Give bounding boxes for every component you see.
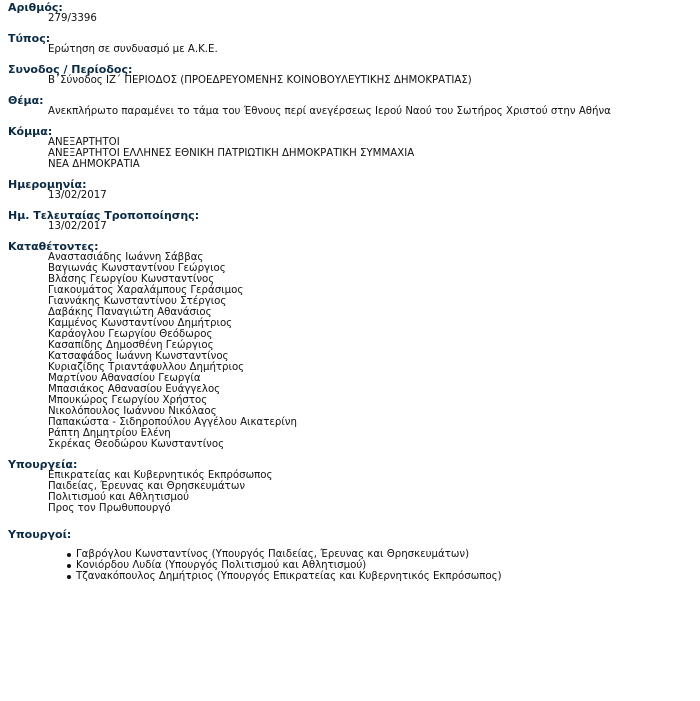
submitter-item: Νικολόπουλος Ιωάννου Νικόλαος	[48, 406, 217, 417]
submitter-item: Παπακώστα - Σιδηροπούλου Αγγέλου Αικατερίνη	[48, 417, 297, 428]
field-number	[8, 2, 700, 24]
ministry-item: Παιδείας, Έρευνας και Θρησκευμάτων	[48, 481, 246, 492]
submitter-item: Καράογλου Γεωργίου Θεόδωρος	[48, 329, 213, 340]
field-type	[8, 33, 700, 55]
party-item: ΑΝΕΞΑΡΤΗΤΟΙ ΕΛΛΗΝΕΣ ΕΘΝΙΚΗ ΠΑΤΡΙΩΤΙΚΗ ΔΗΜΟΚΡΑΤΙΚΗ ΣΥΜΜΑΧΙΑ	[48, 148, 415, 159]
minister-item: Γαβρόγλου Κωνσταντίνος (Υπουργός Παιδείας, Έρευνας και Θρησκευμάτων)	[76, 549, 700, 560]
submitter-item: Κατσαφάδος Ιωάννη Κωνσταντίνος	[48, 351, 229, 362]
submitter-item: Δαβάκης Παναγιώτη Αθανάσιος	[48, 307, 212, 318]
field-party	[8, 126, 700, 170]
subject-label: Θέμα:	[8, 94, 44, 107]
submitters-label: Καταθέτοντες:	[8, 240, 99, 253]
field-date	[8, 179, 700, 201]
type-label: Τύπος:	[8, 32, 51, 45]
submitter-item: Αναστασιάδης Ιωάννη Σάββας	[48, 252, 204, 263]
last-modified-value: 13/02/2017	[48, 221, 107, 232]
party-list	[8, 137, 700, 170]
ministry-item: Πολιτισμού και Αθλητισμού	[48, 492, 189, 503]
submitter-item: Βαγιωνάς Κωνσταντίνου Γεώργιος	[48, 263, 226, 274]
field-submitters	[8, 241, 700, 450]
ministries-list	[8, 470, 700, 514]
submitter-item: Ράπτη Δημητρίου Ελένη	[48, 428, 171, 439]
session-value: Β΄Σύνοδος ΙΖ΄ ΠΕΡΙΟΔΟΣ (ΠΡΟΕΔΡΕΥΟΜΕΝΗΣ ΚΟΙΝΟΒΟΥΛΕΥΤΙΚΗΣ ΔΗΜΟΚΡΑΤΙΑΣ)	[48, 75, 472, 86]
number-label: Αριθμός:	[8, 1, 63, 14]
submitter-item: Κασαπίδης Δημοσθένη Γεώργιος	[48, 340, 214, 351]
last-modified-label: Ημ. Τελευταίας Τροποποίησης:	[8, 209, 200, 222]
date-label: Ημερομηνία:	[8, 178, 87, 191]
number-value: 279/3396	[48, 13, 97, 24]
type-value: Ερώτηση σε συνδυασμό με Α.Κ.Ε.	[48, 44, 218, 55]
submitter-item: Καμμένος Κωνσταντίνου Δημήτριος	[48, 318, 233, 329]
party-item: ΑΝΕΞΑΡΤΗΤΟΙ	[48, 137, 120, 148]
ministry-item: Επικρατείας και Κυβερνητικός Εκπρόσωπος	[48, 470, 273, 481]
submitter-item: Γιακουμάτος Χαραλάμπους Γεράσιμος	[48, 285, 244, 296]
submitter-item: Μαρτίνου Αθανασίου Γεωργία	[48, 373, 201, 384]
ministries-label: Υπουργεία:	[8, 458, 78, 471]
submitter-item: Βλάσης Γεωργίου Κωνσταντίνος	[48, 274, 215, 285]
submitter-item: Μπασιάκος Αθανασίου Ευάγγελος	[48, 384, 221, 395]
field-ministries	[8, 459, 700, 514]
date-value: 13/02/2017	[48, 190, 107, 201]
session-label: Συνοδος / Περίοδος:	[8, 63, 133, 76]
submitter-item: Κυριαζίδης Τριαντάφυλλου Δημήτριος	[48, 362, 245, 373]
party-item: ΝΕΑ ΔΗΜΟΚΡΑΤΙΑ	[48, 159, 140, 170]
minister-item: Τζανακόπουλος Δημήτριος (Υπουργός Επικρατείας και Κυβερνητικός Εκπρόσωπος)	[76, 571, 700, 582]
subject-value: Ανεκπλήρωτο παραμένει το τάμα του Έθνους περί ανεγέρσεως Ιερού Ναού του Σωτήρος Χριστού στην Αθήνα	[48, 106, 611, 117]
submitter-item: Μπουκώρος Γεωργίου Χρήστος	[48, 395, 208, 406]
party-label: Κόμμα:	[8, 125, 53, 138]
submitter-item: Γιαννάκης Κωνσταντίνου Στέργιος	[48, 296, 227, 307]
minister-item: Κονιόρδου Λυδία (Υπουργός Πολιτισμού και Αθλητισμού)	[76, 560, 700, 571]
field-last-modified	[8, 210, 700, 232]
question-record	[8, 2, 700, 591]
ministers-list	[8, 549, 700, 582]
submitter-item: Σκρέκας Θεοδώρου Κωνσταντίνος	[48, 439, 225, 450]
ministers-label: Υπουργοί:	[8, 528, 72, 541]
field-session	[8, 64, 700, 86]
ministry-item: Προς τον Πρωθυπουργό	[48, 503, 171, 514]
field-subject	[8, 95, 700, 117]
field-ministers	[8, 529, 700, 582]
submitters-list	[8, 252, 700, 450]
